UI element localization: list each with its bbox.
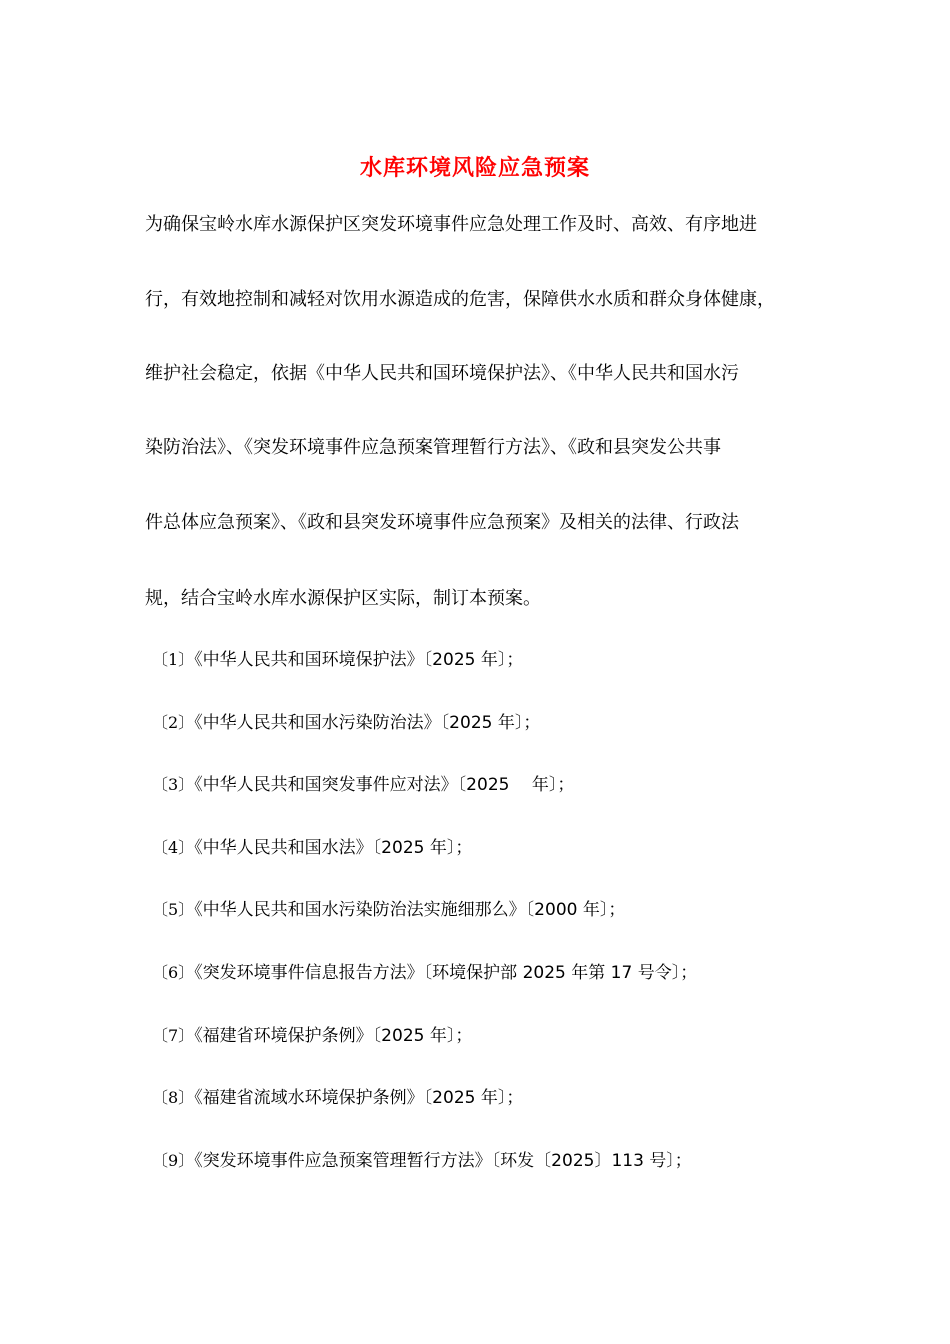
- reference-number: 〔7〕: [152, 1025, 195, 1045]
- reference-text: 《突发环境事件应急预案管理暂行方法》〔环发〔2025〕113 号〕；: [194, 1150, 692, 1171]
- reference-number: 〔3〕: [152, 775, 195, 795]
- reference-item: [152, 1024, 697, 1087]
- reference-text: 《中华人民共和国水法》〔2025 年〕；: [194, 837, 473, 858]
- reference-text: 《突发环境事件信息报告方法》〔环境保护部 2025 年第 17 号令〕；: [194, 962, 698, 983]
- intro-line-5: 件总体应急预案》、《政和县突发环境事件应急预案》及相关的法律、行政法: [145, 512, 739, 533]
- reference-item: [152, 648, 697, 711]
- reference-text: 《福建省流域水环境保护条例》〔2025 年〕；: [194, 1088, 524, 1109]
- reference-text: 《中华人民共和国环境保护法》〔2025 年〕；: [194, 650, 524, 670]
- reference-item: [152, 773, 697, 836]
- intro-line-1: 为确保宝岭水库水源保护区突发环境事件应急处理工作及时、高效、有序地进: [145, 214, 757, 235]
- reference-number: 〔5〕: [152, 900, 195, 920]
- reference-number: 〔9〕: [152, 1150, 195, 1170]
- intro-line-2: 行，有效地控制和减轻对饮用水源造成的危害，保障供水水质和群众身体健康，: [145, 289, 775, 310]
- intro-line-4: 染防治法》、《突发环境事件应急预案管理暂行方法》、《政和县突发公共事: [145, 437, 721, 458]
- document-title: 水库环境风险应急预案: [359, 156, 590, 181]
- reference-number: 〔6〕: [152, 962, 195, 982]
- reference-item: [152, 961, 697, 1024]
- reference-item: [152, 1086, 697, 1149]
- reference-text: 《中华人民共和国水污染防治法实施细那么》〔2000 年〕；: [194, 900, 626, 921]
- reference-text: 《中华人民共和国水污染防治法》〔2025 年〕；: [194, 712, 541, 733]
- reference-number: 〔1〕: [152, 650, 195, 669]
- reference-number: 〔4〕: [152, 837, 195, 857]
- reference-list: [152, 648, 697, 1211]
- reference-text: 《中华人民共和国突发事件应对法》〔2025 年〕；: [194, 775, 575, 796]
- reference-number: 〔2〕: [152, 712, 195, 732]
- reference-text: 《福建省环境保护条例》〔2025 年〕；: [194, 1025, 473, 1046]
- reference-number: 〔8〕: [152, 1088, 195, 1108]
- reference-item: [152, 711, 697, 774]
- intro-line-6: 规，结合宝岭水库水源保护区实际，制订本预案。: [145, 588, 541, 609]
- reference-item: [152, 1149, 697, 1212]
- reference-item: [152, 836, 697, 899]
- reference-item: [152, 898, 697, 961]
- intro-line-3: 维护社会稳定，依据《中华人民共和国环境保护法》、《中华人民共和国水污: [145, 363, 739, 384]
